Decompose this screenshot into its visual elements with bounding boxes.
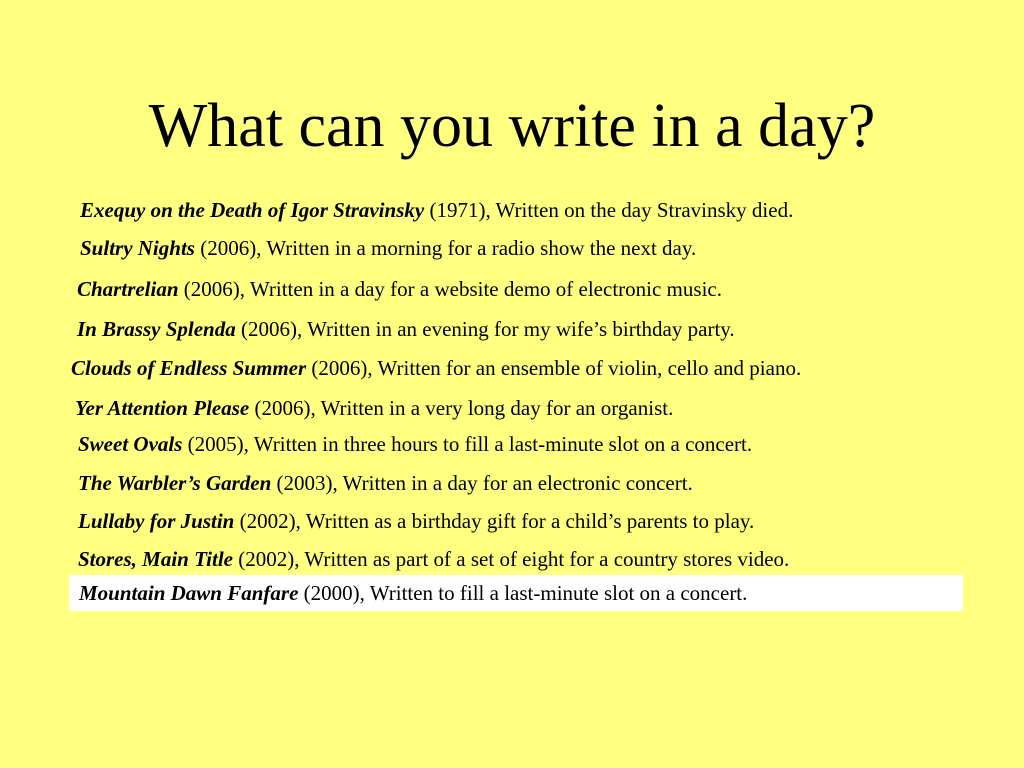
work-description: (2006), Written in a morning for a radio show the next day. (194, 236, 697, 260)
work-entry-warblers-garden (78, 469, 693, 497)
work-description: (1971), Written on the day Stravinsky died. (424, 198, 794, 222)
work-entry-chartrelian (77, 275, 722, 303)
work-description: (2006), Written in a very long day for an organist. (249, 396, 674, 420)
work-entry-clouds-of-endless-summer (71, 354, 801, 382)
work-description: (2005), Written in three hours to fill a last-minute slot on a concert. (182, 432, 753, 456)
work-title: Mountain Dawn Fanfare (79, 581, 299, 605)
work-description: (2003), Written in a day for an electronic concert. (271, 471, 693, 495)
work-title: Chartrelian (77, 277, 179, 301)
work-title: The Warbler’s Garden (78, 471, 272, 495)
work-entry-mountain-dawn-fanfare-highlighted (69, 575, 963, 611)
work-title: Clouds of Endless Summer (71, 356, 307, 380)
work-title: Stores, Main Title (78, 547, 233, 571)
work-description: (2002), Written as a birthday gift for a child’s parents to play. (234, 509, 755, 533)
work-description: (2002), Written as part of a set of eight for a country stores video. (233, 547, 790, 571)
slide-title: What can you write in a day? (148, 92, 876, 160)
work-entry-sultry-nights (80, 234, 696, 262)
work-description: (2006), Written in a day for a website demo of electronic music. (178, 277, 722, 301)
work-description: (2000), Written to fill a last-minute slot on a concert. (298, 581, 748, 605)
work-title: In Brassy Splenda (77, 317, 236, 341)
work-title: Yer Attention Please (75, 396, 250, 420)
work-entry-yer-attention-please (75, 394, 673, 422)
work-title: Exequy on the Death of Igor Stravinsky (80, 198, 425, 222)
work-entry-lullaby-for-justin (78, 507, 754, 535)
work-entry-exequy (80, 196, 793, 224)
work-title: Lullaby for Justin (78, 509, 235, 533)
work-description: (2006), Written for an ensemble of violin, cello and piano. (306, 356, 802, 380)
work-description: (2006), Written in an evening for my wife’s birthday party. (235, 317, 735, 341)
work-entry-sweet-ovals (78, 430, 752, 458)
work-entry-in-brassy-splenda (77, 315, 735, 343)
work-entry-stores-main-title (78, 545, 789, 573)
work-title: Sweet Ovals (78, 432, 183, 456)
work-title: Sultry Nights (80, 236, 195, 260)
